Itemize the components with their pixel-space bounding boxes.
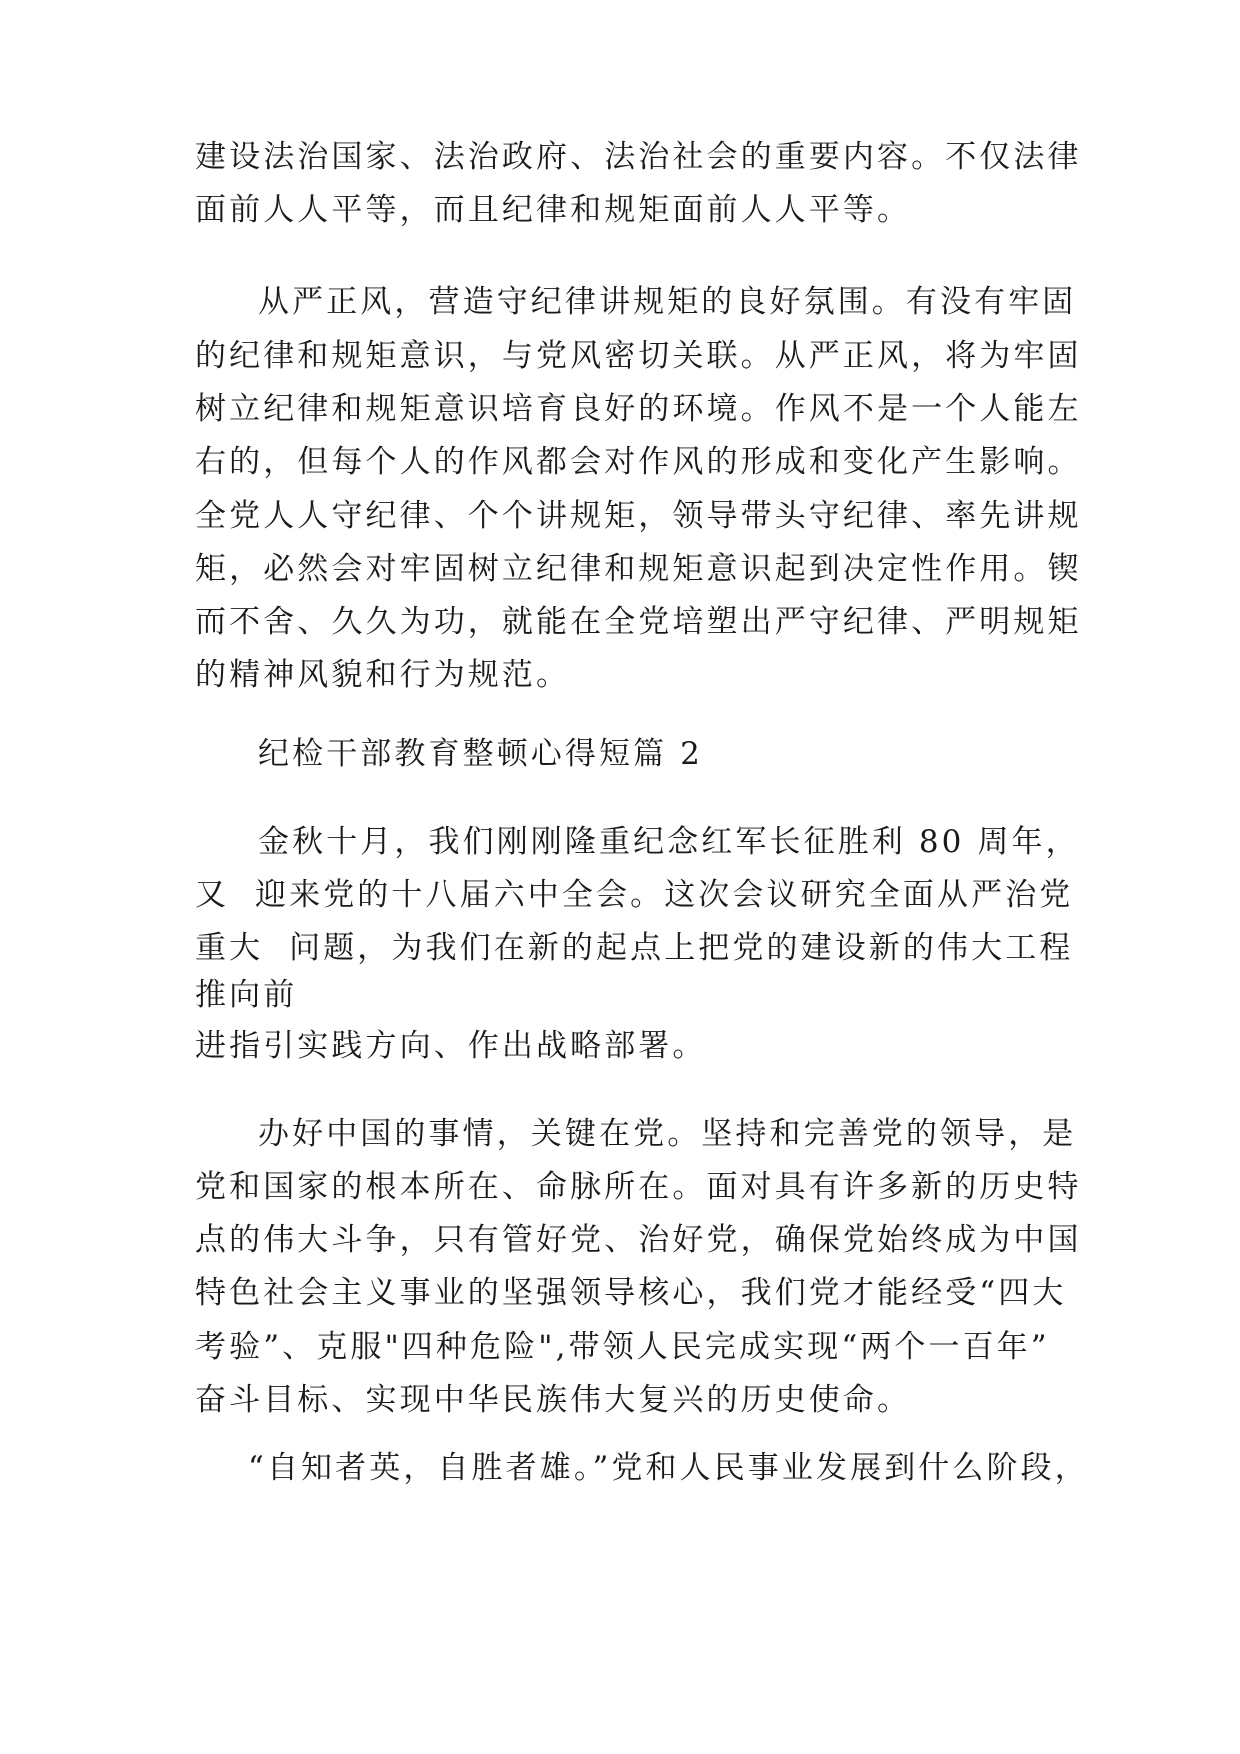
paragraph-start-line: 金秋十月，我们刚刚隆重纪念红军长征胜利 80 周年， xyxy=(258,824,1080,860)
text-line: 重大 问题，为我们在新的起点上把党的建设新的伟大工程 xyxy=(195,930,1074,966)
text-line: 点的伟大斗争，只有管好党、治好党，确保党始终成为中国 xyxy=(195,1222,1082,1258)
text-line: 推向前 xyxy=(195,977,298,1013)
paragraph-start-line: 从严正风，营造守纪律讲规矩的良好氛围。有没有牢固 xyxy=(258,284,1077,320)
text-line: 党和国家的根本所在、命脉所在。面对具有许多新的历史特 xyxy=(195,1169,1082,1205)
text-line: 建设法治国家、法治政府、法治社会的重要内容。不仅法律 xyxy=(195,139,1082,175)
text-line: 的纪律和规矩意识，与党风密切关联。从严正风，将为牢固 xyxy=(195,338,1082,374)
text-line: 特色社会主义事业的坚强领导核心，我们党才能经受“四大 xyxy=(195,1275,1067,1311)
text-line: 而不舍、久久为功，就能在全党培塑出严守纪律、严明规矩 xyxy=(195,604,1082,640)
text-line: 进指引实践方向、作出战略部署。 xyxy=(195,1028,707,1064)
text-line: 树立纪律和规矩意识培育良好的环境。作风不是一个人能左 xyxy=(195,391,1082,427)
text-line: 考验”、克服"四种危险",带领人民完成实现“两个一百年” xyxy=(195,1329,1050,1365)
text-line: 的精神风貌和行为规范。 xyxy=(195,657,571,693)
paragraph-start-line: “自知者英，自胜者雄。”党和人民事业发展到什么阶段， xyxy=(248,1450,1089,1486)
text-line: 面前人人平等，而且纪律和规矩面前人人平等。 xyxy=(195,192,912,228)
text-line: 奋斗目标、实现中华民族伟大复兴的历史使命。 xyxy=(195,1382,912,1418)
section-heading: 纪检干部教育整顿心得短篇 2 xyxy=(258,736,703,772)
paragraph-start-line: 办好中国的事情，关键在党。坚持和完善党的领导，是 xyxy=(258,1116,1077,1152)
text-line: 矩，必然会对牢固树立纪律和规矩意识起到决定性作用。锲 xyxy=(195,551,1082,587)
text-line: 全党人人守纪律、个个讲规矩，领导带头守纪律、率先讲规 xyxy=(195,498,1082,534)
text-line: 又 迎来党的十八届六中全会。这次会议研究全面从严治党 xyxy=(195,877,1074,913)
text-line: 右的，但每个人的作风都会对作风的形成和变化产生影响。 xyxy=(195,444,1082,480)
